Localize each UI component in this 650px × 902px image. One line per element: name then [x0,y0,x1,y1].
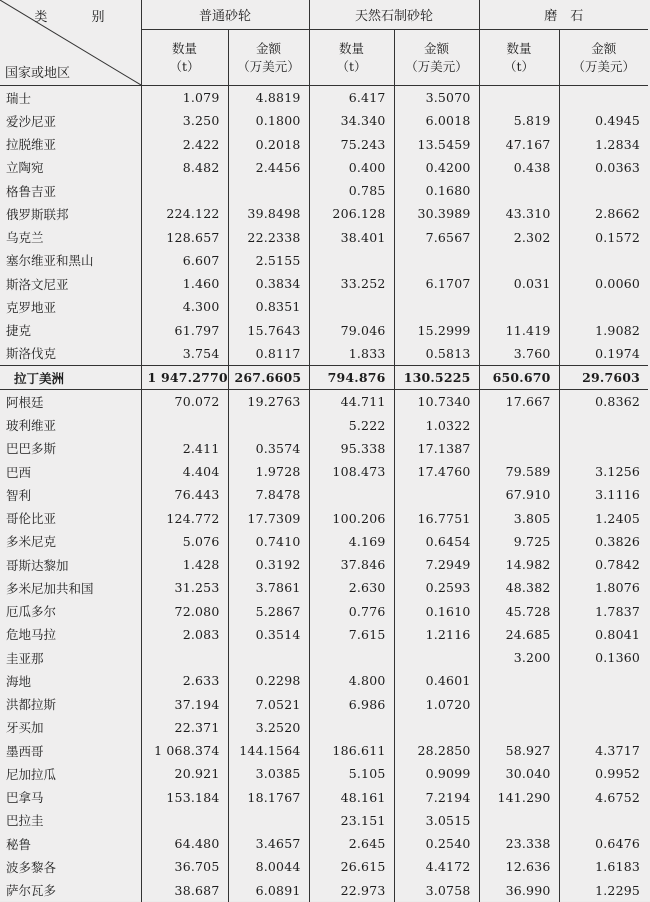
table-row [0,855,648,878]
natural-amount-cell: 3.5070 [394,86,479,110]
ordinary-amount-cell: 0.1800 [228,109,309,132]
table-row [0,390,648,414]
natural-amount-cell: 16.7751 [394,507,479,530]
whetstone-qty-cell: 650.670 [479,366,559,390]
table-row [0,553,648,576]
category-label: 类 别 [34,10,125,25]
natural-qty-cell: 0.400 [309,156,394,179]
ordinary-amount-cell: 2.4456 [228,156,309,179]
ordinary-qty-cell: 76.443 [141,483,228,506]
country-name: 巴拿马 [0,786,141,809]
table-row [0,832,648,855]
ordinary-amount-cell: 0.3192 [228,553,309,576]
whetstone-qty-cell [479,669,559,692]
country-name: 牙买加 [0,716,141,739]
whetstone-qty-cell [479,295,559,318]
natural-amount-cell: 0.2593 [394,576,479,599]
whetstone-amount-cell [559,437,648,460]
qty-header: 数量 （t） [309,30,394,86]
country-name: 格鲁吉亚 [0,179,141,202]
whetstone-amount-cell: 3.1256 [595,464,641,480]
whetstone-qty-cell [479,249,559,272]
diagonal-header-cell [0,0,141,86]
whetstone-qty-cell [479,179,559,202]
group-header-natural-stone-wheel: 天然石制砂轮 [309,0,479,30]
table-row [0,342,648,366]
ordinary-amount-cell [228,646,309,669]
ordinary-amount-cell: 0.3574 [228,437,309,460]
whetstone-qty-cell: 3.805 [479,507,559,530]
natural-amount-cell: 3.0758 [394,879,479,902]
table-row [0,693,648,716]
ordinary-qty-cell: 2.411 [141,437,228,460]
country-label: 国家或地区 [5,66,71,81]
country-name: 瑞士 [0,86,141,110]
natural-amount-cell: 15.2999 [394,319,479,342]
natural-qty-cell: 34.340 [309,109,394,132]
country-name: 墨西哥 [0,739,141,762]
natural-qty-cell: 33.252 [309,272,394,295]
whetstone-qty-cell: 9.725 [479,530,559,553]
ordinary-qty-cell: 72.080 [141,600,228,623]
whetstone-amount-cell: 29.7603 [559,366,648,390]
table-row [0,109,648,132]
ordinary-amount-cell [228,414,309,437]
natural-qty-cell [309,249,394,272]
natural-qty-cell: 5.222 [309,414,394,437]
table-row [0,623,648,646]
natural-qty-cell: 79.046 [309,319,394,342]
natural-qty-cell: 6.986 [309,693,394,716]
ordinary-amount-cell: 3.2520 [228,716,309,739]
ordinary-qty-cell: 1 947.2770 [141,366,228,390]
natural-amount-cell: 17.1387 [394,437,479,460]
natural-qty-cell: 75.243 [309,133,394,156]
natural-qty-cell: 0.785 [309,179,394,202]
whetstone-amount-cell [559,414,648,437]
ordinary-qty-cell: 22.371 [141,716,228,739]
whetstone-qty-cell: 5.819 [479,109,559,132]
country-name: 爱沙尼亚 [0,109,141,132]
ordinary-amount-cell [228,809,309,832]
ordinary-qty-cell: 4.300 [141,295,228,318]
table-row [0,295,648,318]
ordinary-amount-cell: 144.1564 [228,739,309,762]
ordinary-amount-cell: 18.1767 [228,786,309,809]
natural-amount-cell: 130.5225 [394,366,479,390]
whetstone-qty-cell: 141.290 [479,786,559,809]
natural-amount-cell: 0.9099 [394,762,479,785]
country-name: 俄罗斯联邦 [0,202,141,225]
whetstone-amount-cell [559,249,648,272]
whetstone-amount-cell: 1.2834 [595,136,641,152]
table-row [0,530,648,553]
table-row [0,226,648,249]
whetstone-qty-cell: 45.728 [479,600,559,623]
ordinary-qty-cell: 6.607 [141,249,228,272]
region-name: 拉丁美洲 [0,366,141,390]
ordinary-qty-cell [141,809,228,832]
table-row [0,507,648,530]
ordinary-qty-cell: 2.633 [141,669,228,692]
ordinary-qty-cell: 124.772 [141,507,228,530]
natural-amount-cell [394,483,479,506]
natural-amount-cell: 6.0018 [394,109,479,132]
ordinary-amount-cell: 0.3514 [228,623,309,646]
ordinary-qty-cell: 4.404 [141,460,228,483]
amount-header: 金额 （万美元） [559,30,648,86]
natural-qty-cell: 0.776 [309,600,394,623]
natural-qty-cell: 22.973 [309,879,394,902]
natural-amount-cell: 0.1680 [394,179,479,202]
natural-amount-cell: 1.0322 [394,414,479,437]
table-row [0,739,648,762]
group-header-whetstone: 磨 石 [479,0,648,30]
country-name: 危地马拉 [0,623,141,646]
whetstone-qty-cell: 43.310 [479,202,559,225]
natural-qty-cell: 48.161 [309,786,394,809]
whetstone-amount-cell: 1.6183 [595,859,641,875]
table-row [0,133,648,156]
whetstone-qty-cell: 3.760 [479,342,559,366]
table-row [0,600,648,623]
country-name: 萨尔瓦多 [0,879,141,902]
whetstone-qty-cell: 0.031 [479,272,559,295]
whetstone-qty-cell: 14.982 [479,553,559,576]
ordinary-qty-cell [141,179,228,202]
country-name: 多米尼克 [0,530,141,553]
natural-amount-cell: 7.6567 [394,226,479,249]
whetstone-qty-cell: 36.990 [479,879,559,902]
ordinary-qty-cell: 3.754 [141,342,228,366]
whetstone-amount-cell: 1.2405 [595,510,641,526]
ordinary-amount-cell: 5.2867 [228,600,309,623]
region-row [0,366,648,390]
ordinary-amount-cell: 15.7643 [228,319,309,342]
ordinary-amount-cell: 39.8498 [228,202,309,225]
ordinary-qty-cell: 38.687 [141,879,228,902]
ordinary-qty-cell: 224.122 [141,202,228,225]
whetstone-amount-cell: 0.4945 [595,113,641,129]
natural-amount-cell: 7.2194 [394,786,479,809]
table-row [0,460,648,483]
natural-amount-cell [394,295,479,318]
ordinary-amount-cell: 0.8351 [228,295,309,318]
qty-header: 数量 （t） [479,30,559,86]
table-body [0,86,648,902]
whetstone-amount-cell: 0.3826 [595,533,641,549]
table-row [0,716,648,739]
whetstone-amount-cell [559,86,648,110]
whetstone-amount-cell [559,295,648,318]
ordinary-amount-cell: 22.2338 [228,226,309,249]
ordinary-amount-cell: 7.0521 [228,693,309,716]
whetstone-amount-cell: 0.1572 [595,229,641,245]
natural-amount-cell: 0.4200 [394,156,479,179]
country-name: 洪都拉斯 [0,693,141,716]
table-row [0,319,648,342]
whetstone-amount-cell [559,669,648,692]
table-row [0,762,648,785]
ordinary-amount-cell: 267.6605 [228,366,309,390]
table-row [0,646,648,669]
whetstone-qty-cell [479,86,559,110]
whetstone-amount-cell: 0.7842 [595,557,641,573]
country-name: 波多黎各 [0,855,141,878]
whetstone-amount-cell: 0.6476 [595,836,641,852]
whetstone-qty-cell: 48.382 [479,576,559,599]
table-row [0,437,648,460]
ordinary-qty-cell: 3.250 [141,109,228,132]
natural-qty-cell: 44.711 [309,390,394,414]
country-name: 阿根廷 [0,390,141,414]
country-name: 智利 [0,483,141,506]
ordinary-qty-cell: 37.194 [141,693,228,716]
natural-qty-cell: 6.417 [309,86,394,110]
natural-amount-cell: 13.5459 [394,133,479,156]
table-row [0,249,648,272]
ordinary-qty-cell [141,646,228,669]
natural-qty-cell: 2.630 [309,576,394,599]
natural-qty-cell: 206.128 [309,202,394,225]
whetstone-qty-cell: 67.910 [479,483,559,506]
whetstone-amount-cell [559,179,648,202]
whetstone-amount-cell: 4.6752 [595,789,641,805]
country-name: 厄瓜多尔 [0,600,141,623]
country-name: 斯洛伐克 [0,342,141,366]
whetstone-amount-cell: 4.3717 [595,743,641,759]
ordinary-qty-cell: 61.797 [141,319,228,342]
country-name: 哥伦比亚 [0,507,141,530]
natural-qty-cell: 5.105 [309,762,394,785]
whetstone-amount-cell: 0.0363 [595,159,641,175]
whetstone-qty-cell [479,809,559,832]
ordinary-qty-cell [141,414,228,437]
table-row [0,786,648,809]
whetstone-qty-cell: 58.927 [479,739,559,762]
table-row [0,179,648,202]
country-name: 海地 [0,669,141,692]
group-header-ordinary-wheel: 普通砂轮 [141,0,309,30]
qty-header: 数量 （t） [141,30,228,86]
natural-qty-cell: 7.615 [309,623,394,646]
natural-amount-cell: 28.2850 [394,739,479,762]
natural-qty-cell: 1.833 [309,342,394,366]
whetstone-amount-cell: 0.8041 [595,626,641,642]
natural-qty-cell: 4.169 [309,530,394,553]
natural-amount-cell: 0.6454 [394,530,479,553]
natural-qty-cell [309,483,394,506]
natural-amount-cell: 1.0720 [394,693,479,716]
country-name: 捷克 [0,319,141,342]
whetstone-amount-cell: 2.8662 [595,206,641,222]
natural-amount-cell: 6.1707 [394,272,479,295]
ordinary-amount-cell: 0.7410 [228,530,309,553]
whetstone-amount-cell: 1.9082 [595,322,641,338]
country-name: 哥斯达黎加 [0,553,141,576]
amount-header: 金额 （万美元） [228,30,309,86]
ordinary-amount-cell: 0.2018 [228,133,309,156]
natural-amount-cell: 30.3989 [394,202,479,225]
whetstone-qty-cell: 0.438 [479,156,559,179]
whetstone-amount-cell: 0.0060 [595,276,641,292]
natural-amount-cell: 10.7340 [394,390,479,414]
natural-amount-cell: 4.4172 [394,855,479,878]
natural-qty-cell: 38.401 [309,226,394,249]
natural-amount-cell: 0.4601 [394,669,479,692]
natural-amount-cell: 0.5813 [394,342,479,366]
whetstone-qty-cell: 17.667 [479,390,559,414]
natural-qty-cell [309,716,394,739]
whetstone-qty-cell: 24.685 [479,623,559,646]
table-row [0,483,648,506]
table-row [0,576,648,599]
whetstone-qty-cell: 79.589 [479,460,559,483]
country-name: 多米尼加共和国 [0,576,141,599]
amount-header: 金额 （万美元） [394,30,479,86]
country-name: 秘鲁 [0,832,141,855]
natural-qty-cell [309,295,394,318]
ordinary-qty-cell: 153.184 [141,786,228,809]
natural-qty-cell: 2.645 [309,832,394,855]
natural-amount-cell [394,646,479,669]
ordinary-amount-cell [228,179,309,202]
natural-qty-cell: 100.206 [309,507,394,530]
whetstone-qty-cell: 47.167 [479,133,559,156]
ordinary-qty-cell: 1.079 [141,86,228,110]
natural-qty-cell: 37.846 [309,553,394,576]
whetstone-amount-cell [559,693,648,716]
whetstone-qty-cell: 30.040 [479,762,559,785]
ordinary-amount-cell: 3.7861 [228,576,309,599]
whetstone-amount-cell [559,809,648,832]
natural-qty-cell: 186.611 [309,739,394,762]
whetstone-qty-cell: 2.302 [479,226,559,249]
whetstone-amount-cell: 0.9952 [595,766,641,782]
whetstone-qty-cell [479,716,559,739]
whetstone-amount-cell: 0.1974 [595,345,641,361]
table-row [0,879,648,902]
whetstone-qty-cell: 12.636 [479,855,559,878]
ordinary-qty-cell: 8.482 [141,156,228,179]
ordinary-amount-cell: 7.8478 [228,483,309,506]
ordinary-qty-cell: 70.072 [141,390,228,414]
ordinary-amount-cell: 0.2298 [228,669,309,692]
ordinary-amount-cell: 3.4657 [228,832,309,855]
ordinary-amount-cell: 1.9728 [228,460,309,483]
ordinary-qty-cell: 2.083 [141,623,228,646]
table-row [0,809,648,832]
country-name: 巴拉圭 [0,809,141,832]
ordinary-amount-cell: 3.0385 [228,762,309,785]
ordinary-qty-cell: 5.076 [141,530,228,553]
natural-qty-cell: 26.615 [309,855,394,878]
natural-amount-cell: 0.1610 [394,600,479,623]
whetstone-amount-cell [559,716,648,739]
whetstone-qty-cell: 11.419 [479,319,559,342]
ordinary-amount-cell: 6.0891 [228,879,309,902]
whetstone-amount-cell: 1.8076 [595,580,641,596]
country-name: 玻利维亚 [0,414,141,437]
table-row [0,202,648,225]
whetstone-amount-cell: 1.7837 [595,603,641,619]
country-name: 尼加拉瓜 [0,762,141,785]
whetstone-qty-cell [479,693,559,716]
ordinary-qty-cell: 1 068.374 [141,739,228,762]
natural-qty-cell: 794.876 [309,366,394,390]
table-row [0,414,648,437]
ordinary-amount-cell: 8.0044 [228,855,309,878]
table-row [0,669,648,692]
natural-qty-cell: 108.473 [309,460,394,483]
natural-qty-cell [309,646,394,669]
ordinary-amount-cell: 4.8819 [228,86,309,110]
natural-amount-cell: 3.0515 [394,809,479,832]
header-row-groups [0,0,648,30]
whetstone-qty-cell [479,437,559,460]
table-header [0,0,648,86]
natural-qty-cell: 4.800 [309,669,394,692]
table-row [0,272,648,295]
ordinary-qty-cell: 36.705 [141,855,228,878]
whetstone-qty-cell [479,414,559,437]
country-name: 乌克兰 [0,226,141,249]
natural-amount-cell [394,249,479,272]
ordinary-qty-cell: 1.460 [141,272,228,295]
ordinary-amount-cell: 19.2763 [228,390,309,414]
ordinary-amount-cell: 17.7309 [228,507,309,530]
table-row [0,156,648,179]
natural-qty-cell: 23.151 [309,809,394,832]
country-name: 塞尔维亚和黑山 [0,249,141,272]
natural-qty-cell: 95.338 [309,437,394,460]
whetstone-amount-cell: 0.1360 [595,650,641,666]
whetstone-qty-cell: 3.200 [479,646,559,669]
whetstone-qty-cell: 23.338 [479,832,559,855]
ordinary-qty-cell: 20.921 [141,762,228,785]
country-name: 斯洛文尼亚 [0,272,141,295]
country-name: 克罗地亚 [0,295,141,318]
country-name: 巴巴多斯 [0,437,141,460]
country-name: 巴西 [0,460,141,483]
table-row [0,86,648,110]
natural-amount-cell: 1.2116 [394,623,479,646]
whetstone-amount-cell: 3.1116 [595,487,641,503]
ordinary-amount-cell: 0.3834 [228,272,309,295]
ordinary-qty-cell: 31.253 [141,576,228,599]
natural-amount-cell: 0.2540 [394,832,479,855]
country-name: 立陶宛 [0,156,141,179]
ordinary-amount-cell: 2.5155 [228,249,309,272]
ordinary-qty-cell: 1.428 [141,553,228,576]
country-name: 圭亚那 [0,646,141,669]
ordinary-qty-cell: 128.657 [141,226,228,249]
ordinary-qty-cell: 2.422 [141,133,228,156]
country-name: 拉脱维亚 [0,133,141,156]
ordinary-qty-cell: 64.480 [141,832,228,855]
natural-amount-cell [394,716,479,739]
whetstone-amount-cell: 1.2295 [595,882,641,898]
whetstone-amount-cell: 0.8362 [595,394,641,410]
ordinary-amount-cell: 0.8117 [228,342,309,366]
natural-amount-cell: 17.4760 [394,460,479,483]
natural-amount-cell: 7.2949 [394,553,479,576]
